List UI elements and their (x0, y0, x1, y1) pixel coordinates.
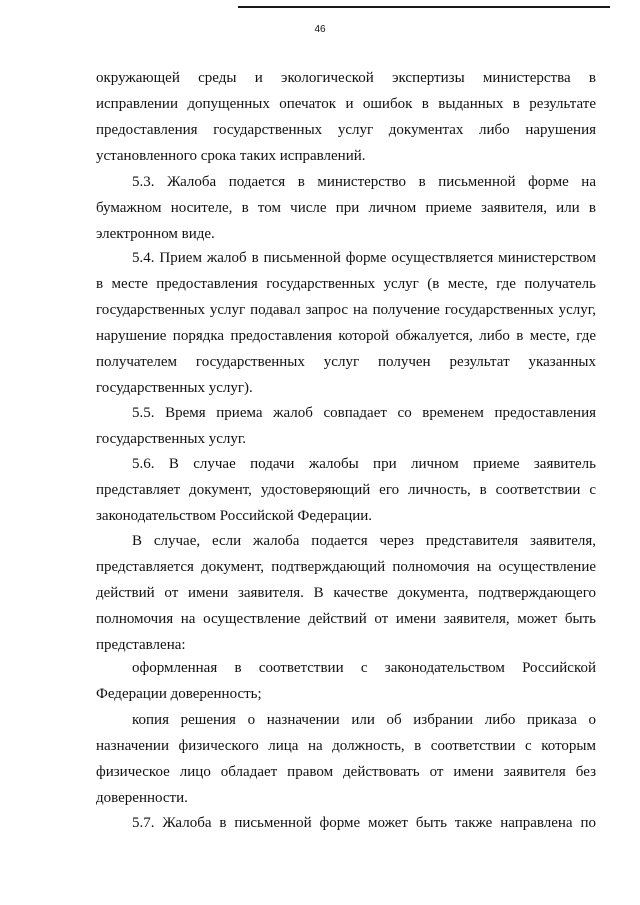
text-line: 5.4. Прием жалоб в письменной форме осуществляется министерством (132, 250, 596, 266)
text-line: 5.6. В случае подачи жалобы при личном приеме заявитель (132, 456, 596, 472)
text-line: государственных услуг подавал запрос на получение государственных услуг, (96, 302, 596, 318)
top-rule (238, 6, 610, 8)
text-line: государственных услуг. (96, 431, 247, 447)
text-line: полномочия на осуществление действий от имени заявителя, может быть (96, 611, 596, 627)
page-number: 46 (314, 24, 326, 35)
text-line: нарушение порядка предоставления которой обжалуется, либо в месте, где (96, 328, 596, 344)
paragraph-appointment-decision (96, 707, 596, 811)
text-line: 5.3. Жалоба подается в министерство в письменной форме на (132, 174, 596, 190)
text-line: 5.7. Жалоба в письменной форме может быть также направлена по (132, 815, 596, 831)
text-line: получателем государственных услуг получен результат указанных (96, 354, 596, 370)
text-line: Федерации доверенность; (96, 686, 262, 702)
text-line: представляется документ, подтверждающий полномочия на осуществление (96, 559, 596, 575)
text-line: окружающей среды и экологической экспертизы министерства в (96, 70, 596, 86)
text-line: государственных услуг). (96, 380, 253, 396)
paragraph-5-3 (96, 169, 596, 247)
text-line: бумажном носителе, в том числе при личном приеме заявителя, или в (96, 200, 596, 216)
paragraph-continuation (96, 65, 596, 169)
text-line: исправлении допущенных опечаток и ошибок в выданных в результате (96, 96, 596, 112)
text-line: 5.5. Время приема жалоб совпадает со временем предоставления (132, 405, 596, 421)
text-line: представлена: (96, 637, 186, 653)
text-line: установленного срока таких исправлений. (96, 148, 366, 164)
paragraph-5-4 (96, 245, 596, 401)
text-line: назначении физического лица на должность, в соответствии с которым (96, 738, 596, 754)
text-line: представляет документ, удостоверяющий его личность, в соответствии с (96, 482, 596, 498)
paragraph-representative (96, 528, 596, 658)
text-line: В случае, если жалоба подается через представителя заявителя, (132, 533, 596, 549)
text-line: копия решения о назначении или об избрании либо приказа о (132, 712, 596, 728)
paragraph-power-of-attorney (96, 655, 596, 707)
text-line: в месте предоставления государственных услуг (в месте, где получатель (96, 276, 596, 292)
text-line: предоставления государственных услуг документах либо нарушения (96, 122, 596, 138)
text-line: оформленная в соответствии с законодательством Российской (132, 660, 596, 676)
text-line: электронном виде. (96, 226, 215, 242)
text-line: законодательством Российской Федерации. (96, 508, 373, 524)
text-line: доверенности. (96, 790, 188, 806)
paragraph-5-6 (96, 451, 596, 529)
text-line: физическое лицо обладает правом действовать от имени заявителя без (96, 764, 596, 780)
paragraph-5-7 (96, 810, 596, 836)
paragraph-5-5 (96, 400, 596, 452)
text-line: действий от имени заявителя. В качестве документа, подтверждающего (96, 585, 596, 601)
